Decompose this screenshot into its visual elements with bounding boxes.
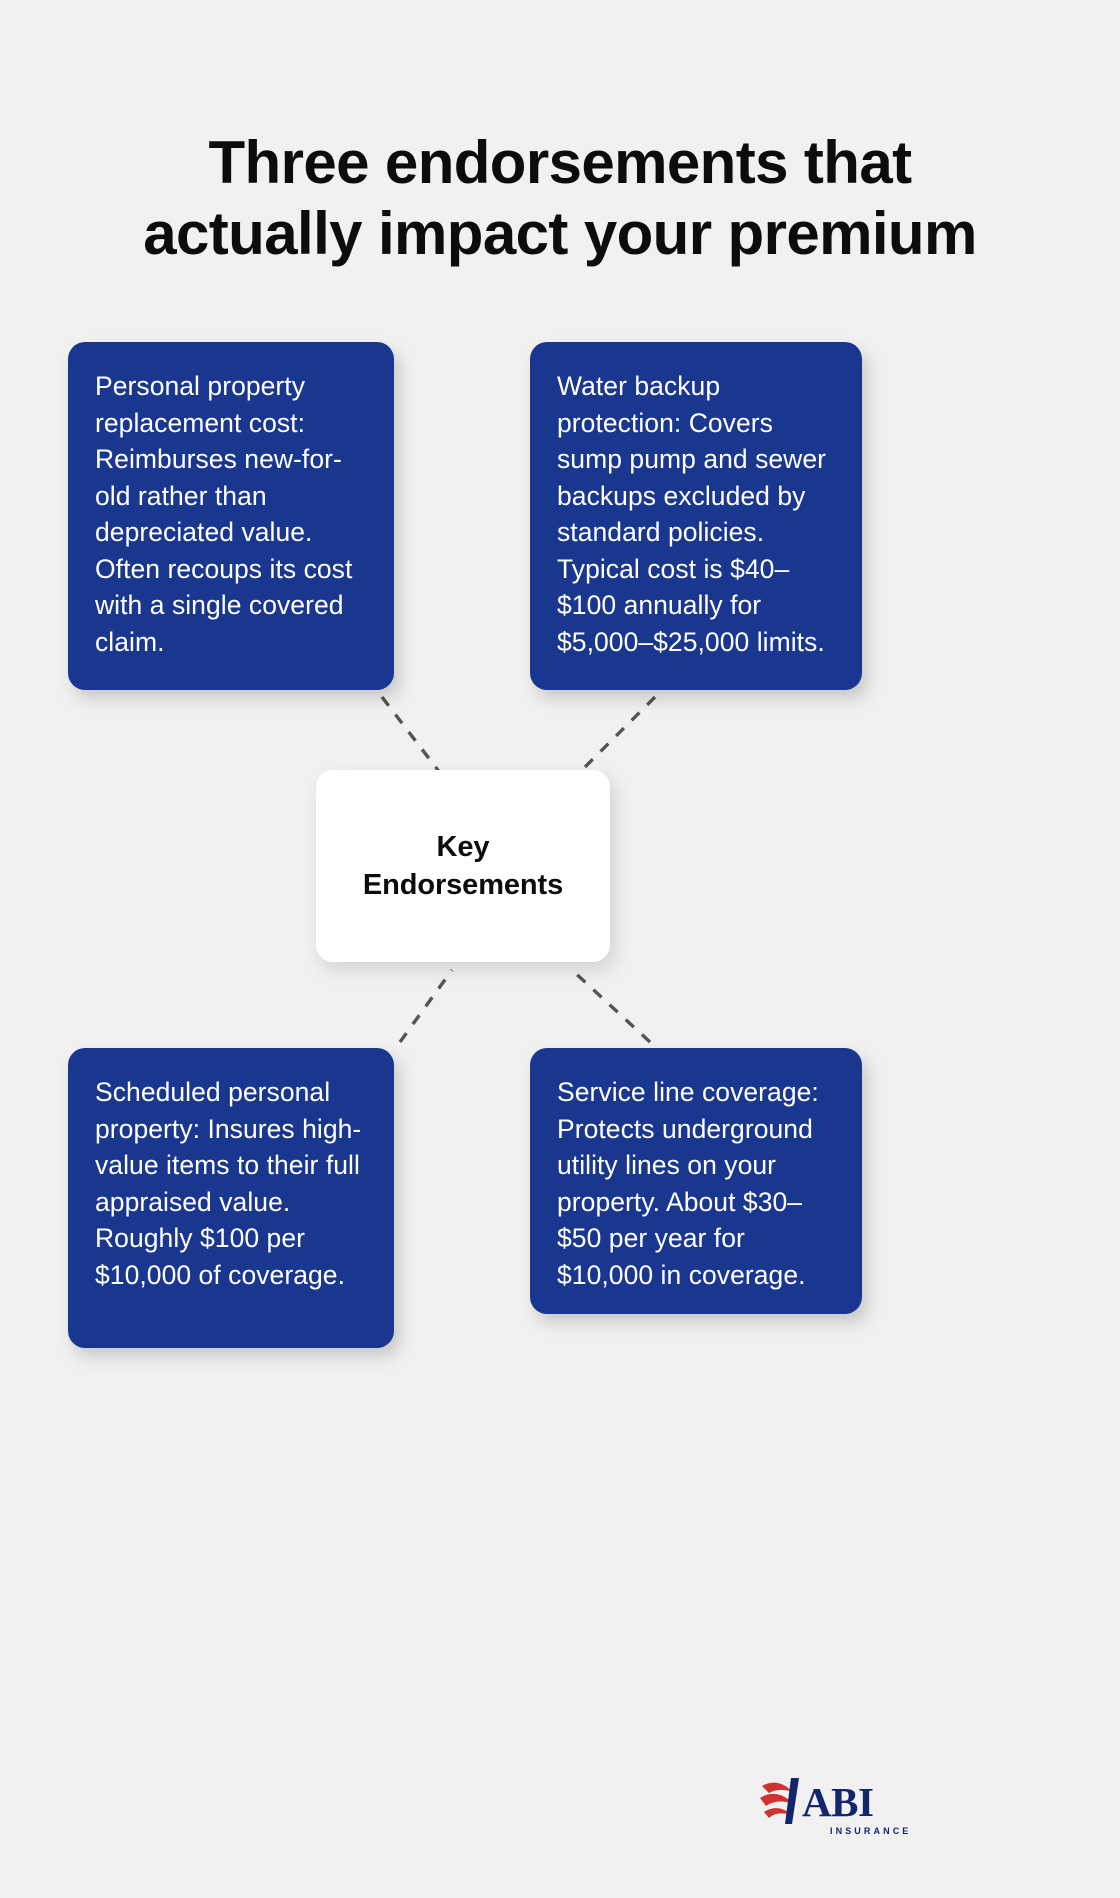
center-hub[interactable]	[316, 770, 610, 962]
endorsement-card-text: Water backup protection: Covers sump pump and sewer backups excluded by standard policies. Typical cost is $40–$100 annually for $5,000–$25,000 limits.	[557, 371, 827, 657]
center-hub-label	[345, 828, 581, 905]
center-hub-label-line-1: Key	[436, 830, 490, 863]
endorsement-card-text: Personal property replacement cost: Reimburses new-for-old rather than depreciated value. Often recoups its cost with a single covered claim.	[95, 371, 353, 657]
abi-insurance-logo	[758, 1772, 912, 1846]
page-title	[50, 128, 1070, 270]
center-hub-label-line-2: Endorsements	[362, 869, 564, 901]
endorsement-card-water-backup-protection[interactable]	[530, 342, 862, 690]
connector-line-bottom-right	[572, 970, 650, 1042]
endorsement-card-text: Service line coverage: Protects underground utility lines on your property. About $30–$50 per year for $10,000 in coverage.	[557, 1077, 819, 1290]
endorsement-card-personal-property-replacement-cost[interactable]	[68, 342, 394, 690]
page-title-line-1: Three endorsements that	[208, 129, 912, 197]
page-title-line-2: actually impact your premium	[143, 199, 977, 267]
endorsement-card-service-line-coverage[interactable]	[530, 1048, 862, 1314]
abi-logo-tagline: INSURANCE	[830, 1826, 912, 1836]
connector-line-bottom-left	[400, 970, 452, 1042]
abi-logo-wordmark: ABI	[802, 1779, 874, 1825]
abi-logo-mark-icon	[758, 1774, 806, 1828]
endorsement-card-text: Scheduled personal property: Insures high-value items to their full appraised value. Roughly $100 per $10,000 of coverage.	[95, 1077, 362, 1290]
endorsement-card-scheduled-personal-property[interactable]	[68, 1048, 394, 1348]
